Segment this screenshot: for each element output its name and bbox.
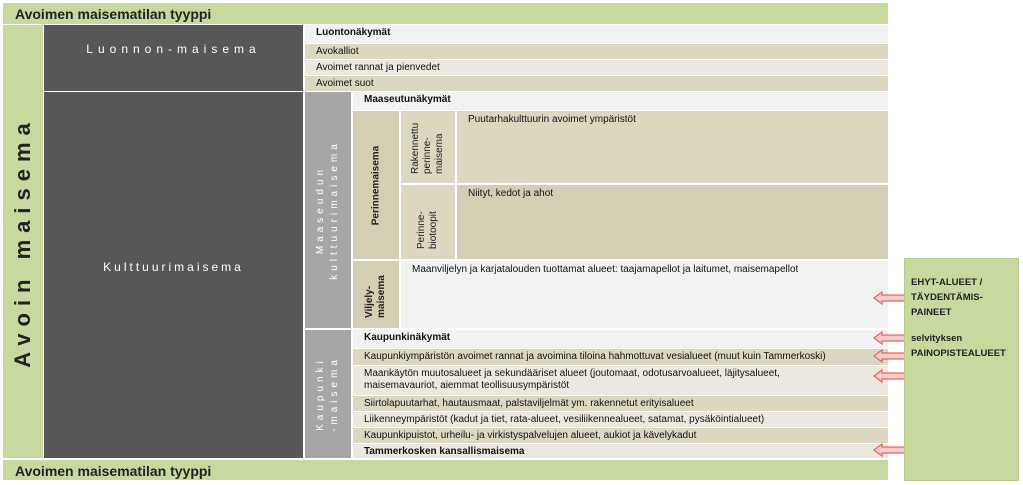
kulttuurimaisema-block [44, 92, 303, 458]
maaseudun-label-line1: Maaseudun [315, 165, 326, 255]
perinnemaisema-box [353, 111, 399, 259]
luonnon-maisema-label: Luonnon-maisema [86, 42, 261, 56]
luonnon-row: Avoimet rannat ja pienvedet [305, 60, 888, 75]
rakennettu-perinnemaisema-box [401, 111, 455, 183]
sidebox-line3: PAINEET [911, 307, 952, 318]
kaupunki-row: Liikenneympäristöt (kadut ja tiet, rata-alueet, vesiliikennealueet, satamat, pysäköintialueet) [353, 412, 888, 427]
arrow-icon [874, 444, 906, 456]
luonnon-row: Avokalliot [305, 44, 888, 59]
sidebox-line1: EHYT-ALUEET / [911, 277, 983, 288]
kulttuurimaisema-label: Kulttuurimaisema [103, 260, 244, 274]
viljelymaisema-box [353, 261, 399, 328]
arrows-group [872, 290, 908, 460]
kaupunki-row: Kaupunkiympäristön avoimet rannat ja avoimina tiloina hahmottuvat vesialueet (muut kuin Tammerkoski) [353, 349, 888, 365]
arrow-icon [874, 332, 906, 344]
luontonakymat-heading: Luontonäkymät [305, 25, 888, 43]
kaupunki-row: Siirtolapuutarhat, hautausmaat, palstaviljelmät ym. rakennetut erityisalueet [353, 396, 888, 411]
arrow-icon [874, 370, 906, 382]
luonnon-maisema-block [44, 25, 303, 91]
niityt-cell: Niityt, kedot ja ahot [457, 185, 888, 259]
viljelymaisema-label: Viljely-maisema [364, 274, 387, 318]
footer-title: Avoimen maisematilan tyyppi [3, 460, 888, 480]
sidebox-line4: selvityksen [911, 333, 963, 344]
arrow-icon [874, 292, 906, 304]
kaupunki-label-line1: Kaupunki [315, 357, 326, 431]
perinnemaisema-label: Perinnemaisema [370, 145, 382, 225]
maaseutunakymat-heading: Maaseutunäkymät [353, 92, 888, 110]
perinnebiotoopit-label: Perinne-biotoopit [416, 211, 439, 249]
kaupunkimaisema-box [305, 330, 351, 458]
perinnebiotoopit-box [401, 185, 455, 259]
maaseudun-label-line2: kulttuurimaisema [329, 140, 340, 280]
left-label: Avoin maisema [10, 115, 35, 368]
maanviljely-cell: Maanviljelyn ja karjatalouden tuottamat alueet: taajamapellot ja laitumet, maisemapellot [401, 261, 888, 328]
kaupunki-row: Maankäytön muutosalueet ja sekundääriset alueet (joutomaat, odotusarvoalueet, läjitysalueet, maisemavauriot, aiemmat teollisuusympäristöt [353, 366, 888, 395]
puutarhakulttuuri-cell: Puutarhakulttuurin avoimet ympäristöt [457, 111, 888, 183]
kaupunki-row: Tammerkosken kansallismaisema [353, 444, 888, 458]
kaupunki-row: Kaupunkipuistot, urheilu- ja virkistyspalvelujen alueet, aukiot ja kävelykadut [353, 428, 888, 443]
header-title: Avoimen maisematilan tyyppi [3, 3, 888, 24]
rakennettu-perinnemaisema-label: Rakennettu perinne-maisema [410, 122, 445, 174]
maaseudun-kulttuurimaisema-box [305, 92, 351, 328]
arrow-icon [874, 350, 906, 362]
sidebox-line2: TÄYDENTÄMIS- [911, 292, 983, 303]
luonnon-row: Avoimet suot [305, 76, 888, 91]
kaupunki-label-line2: -maisema [329, 356, 340, 432]
left-label-box [3, 25, 43, 458]
sidebox-line5: PAINOPISTEALUEET [911, 348, 1006, 359]
kaupunkinakymat-heading: Kaupunkinäkymät [353, 330, 888, 348]
sidebox [904, 258, 1019, 481]
